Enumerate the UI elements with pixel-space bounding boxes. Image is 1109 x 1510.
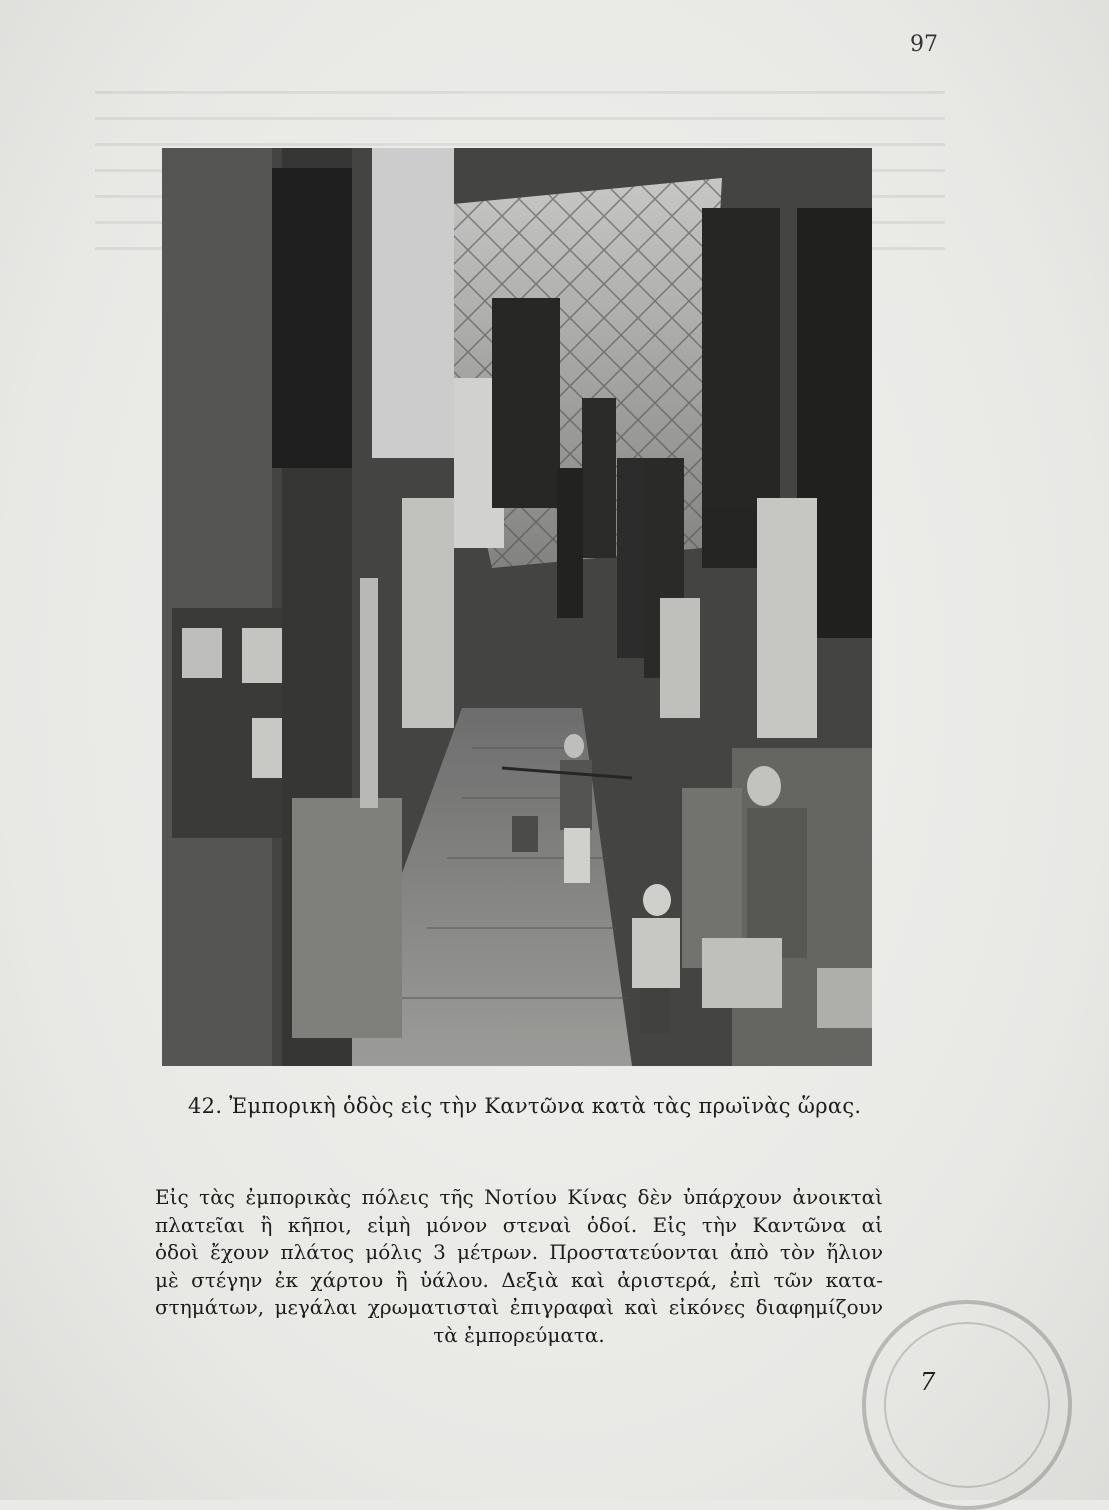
library-stamp — [862, 1300, 1072, 1510]
street-photograph — [162, 148, 872, 1066]
paragraph-line: Εἰς τὰς ἐμπορικὰς πόλεις τῆς Νοτίου Κίνας δὲν ὑπάρχουν ἀνοικταὶ — [155, 1185, 883, 1209]
figure-caption: 42. Ἐμπορικὴ ὁδὸς εἰς τὴν Καντῶνα κατὰ τὰς πρωϊνὰς ὥρας. — [188, 1094, 862, 1118]
paragraph-line: ὁδοὶ ἔχουν πλάτος μόλις 3 μέτρων. Προστατεύονται ἀπὸ τὸν ἥλιον — [155, 1240, 883, 1264]
signature-mark: 7 — [920, 1368, 936, 1396]
body-paragraph — [155, 1184, 883, 1349]
paragraph-line: πλατεῖαι ἢ κῆποι, εἰμὴ μόνον στεναὶ ὁδοί. Εἰς τὴν Καντῶνα αἱ — [155, 1212, 883, 1237]
page-number: 97 — [910, 32, 938, 57]
paragraph-line: τὰ ἐμπορεύματα. — [433, 1322, 605, 1347]
paragraph-line: μὲ στέγην ἐκ χάρτου ἢ ὑάλου. Δεξιὰ καὶ ἀριστερά, ἐπὶ τῶν κατα- — [155, 1267, 883, 1292]
paragraph-line: στημάτων, μεγάλαι χρωματισταὶ ἐπιγραφαὶ καὶ εἰκόνες διαφημίζουν — [155, 1295, 883, 1319]
